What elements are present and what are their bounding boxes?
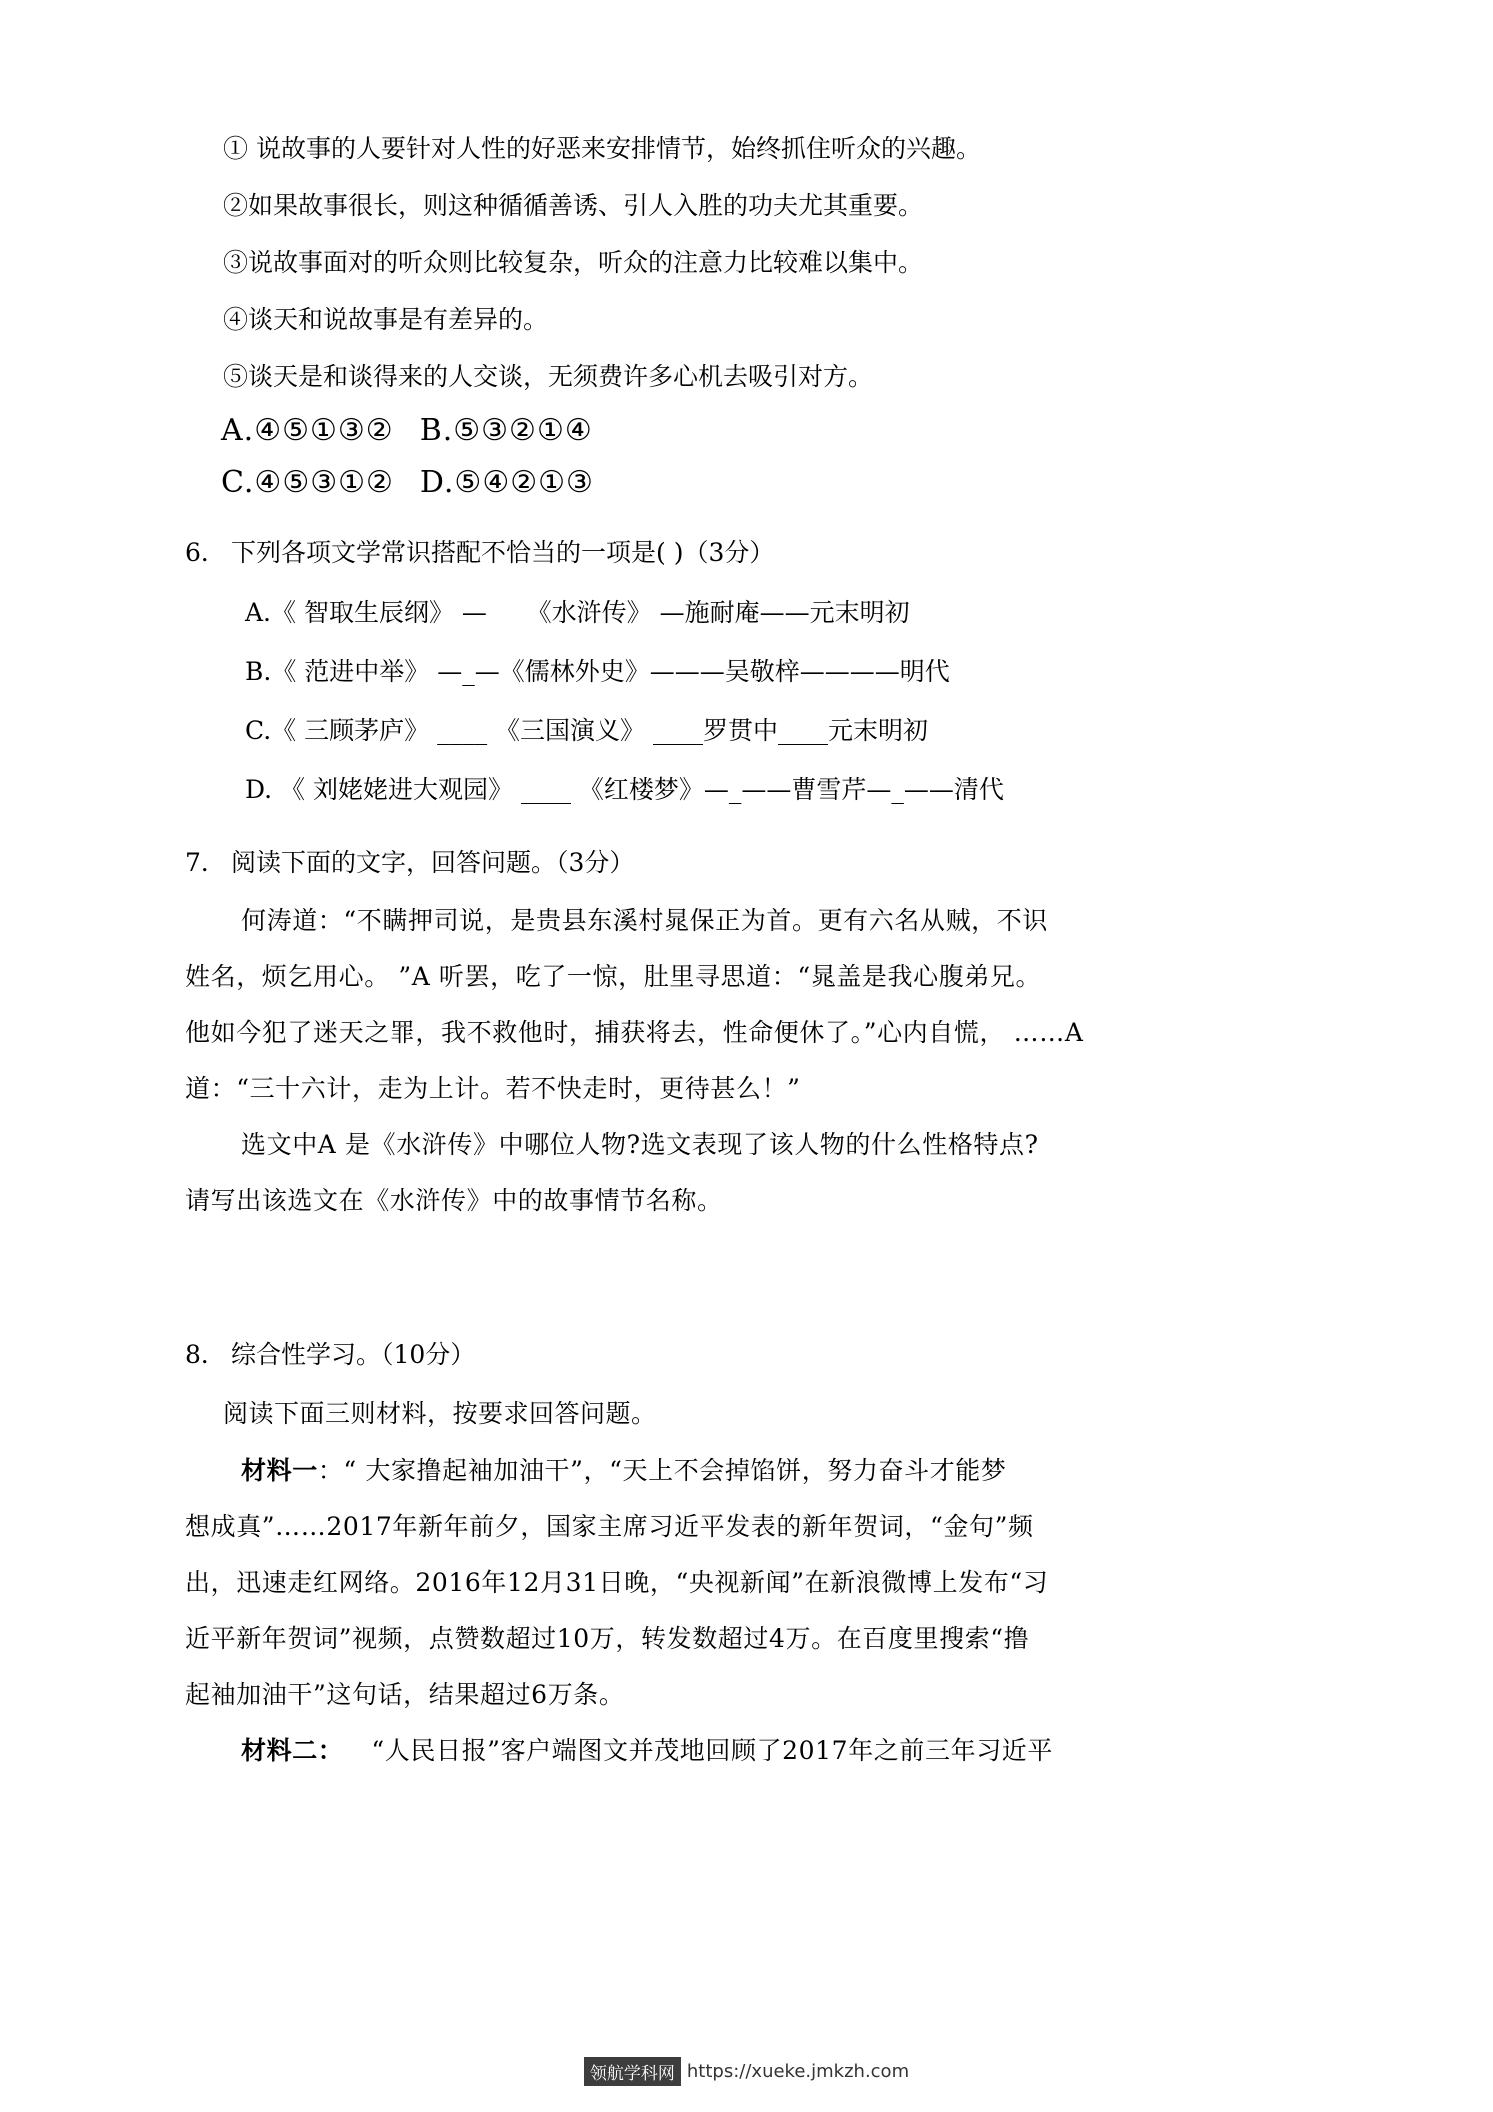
material-2 [185, 1723, 1315, 1779]
prompt-line: 选文中A 是《水浒传》中哪位人物?选文表现了该人物的什么性格特点? [241, 1130, 1039, 1159]
material-2-text: “人民日报”客户端图文并茂地回顾了2017年之前三年习近平 [371, 1736, 1053, 1765]
list-item: ②如果故事很长，则这种循循善诱、引人入胜的功夫尤其重要。 [223, 191, 924, 220]
question-8-number: 8． [185, 1340, 226, 1369]
page-content [185, 120, 1315, 1779]
material-1-label: 材料一 [241, 1456, 318, 1485]
material-line: 起袖加油干”这句话，结果超过6万条。 [185, 1680, 625, 1709]
answer-choices [185, 405, 1315, 509]
question-8-heading [185, 1325, 1315, 1385]
question-6-heading [185, 523, 1315, 583]
question-7-prompts [185, 1117, 1315, 1229]
footer-watermark [0, 2057, 1493, 2086]
site-url: https://xueke.jmkzh.com [686, 2061, 910, 2082]
question-6-option: A.《 智取生辰纲》 — 《水浒传》 —施耐庵——元末明初 [245, 598, 910, 627]
list-item: ⑤谈天是和谈得来的人交谈，无须费许多心机去吸引对方。 [223, 362, 874, 391]
choice-row [185, 405, 1315, 457]
ordered-statement-list [185, 120, 1315, 405]
question-6-option: C.《 三顾茅庐》 ____ 《三国演义》 ____罗贯中____元末明初 [245, 716, 928, 745]
list-item: ③说故事面对的听众则比较复杂，听众的注意力比较难以集中。 [223, 248, 924, 277]
passage-line: 道：“三十六计，走为上计。若不快走时，更待甚么！” [185, 1074, 801, 1103]
choice-b: B.⑤③②①④ [419, 413, 593, 448]
material-1 [185, 1443, 1315, 1723]
question-7-passage [185, 893, 1315, 1117]
question-7-number: 7． [185, 848, 226, 877]
material-2-label: 材料二： [241, 1736, 344, 1765]
material-1-text: ：“ 大家撸起袖加油干”，“天上不会掉馅饼，努力奋斗才能梦 [317, 1456, 1007, 1485]
material-2-first-line [185, 1723, 1315, 1779]
question-8 [185, 1325, 1315, 1779]
material-line: 想成真”……2017年新年前夕，国家主席习近平发表的新年贺词，“金句”频 [185, 1512, 1034, 1541]
question-7-heading [185, 833, 1315, 893]
choice-c: C.④⑤③①② [221, 465, 394, 500]
prompt-line: 请写出该选文在《水浒传》中的故事情节名称。 [185, 1186, 723, 1215]
material-line: 出，迅速走红网络。2016年12月31日晚，“央视新闻”在新浪微博上发布“习 [185, 1568, 1049, 1597]
passage-line: 何涛道：“不瞒押司说，是贵县东溪村晁保正为首。更有六名从贼，不识 [241, 906, 1048, 935]
question-7-title: 阅读下面的文字，回答问题。（3分） [231, 848, 635, 877]
choice-a: A.④⑤①③② [221, 413, 394, 448]
passage-line: 姓名，烦乞用心。 ”A 听罢，吃了一惊，肚里寻思道：“晁盖是我心腹弟兄。 [185, 962, 1042, 991]
site-badge: 领航学科网 [584, 2057, 681, 2086]
list-item: ① 说故事的人要针对人性的好恶来安排情节，始终抓住听众的兴趣。 [223, 134, 981, 163]
question-6 [185, 523, 1315, 819]
passage-line: 他如今犯了迷天之罪，我不救他时，捕获将去，性命便休了。”心内自慌， ……A [185, 1018, 1084, 1047]
material-1-first-line [185, 1443, 1315, 1499]
question-7 [185, 833, 1315, 1229]
question-6-option: D. 《 刘姥姥进大观园》 ____ 《红楼梦》—_——曹雪芹—_——清代 [245, 775, 1004, 804]
material-line: 近平新年贺词”视频，点赞数超过10万，转发数超过4万。在百度里搜索“撸 [185, 1624, 1030, 1653]
question-6-title: 下列各项文学常识搭配不恰当的一项是( )（3分） [231, 538, 775, 567]
question-8-instruction: 阅读下面三则材料，按要求回答问题。 [223, 1399, 657, 1428]
question-6-number: 6． [185, 538, 226, 567]
question-8-title: 综合性学习。（10分） [231, 1340, 476, 1369]
question-6-option: B.《 范进中举》 —_—《儒林外史》———吴敬梓————明代 [245, 657, 950, 686]
list-item: ④谈天和说故事是有差异的。 [223, 305, 549, 334]
choice-row [185, 457, 1315, 509]
choice-d: D.⑤④②①③ [419, 465, 594, 500]
